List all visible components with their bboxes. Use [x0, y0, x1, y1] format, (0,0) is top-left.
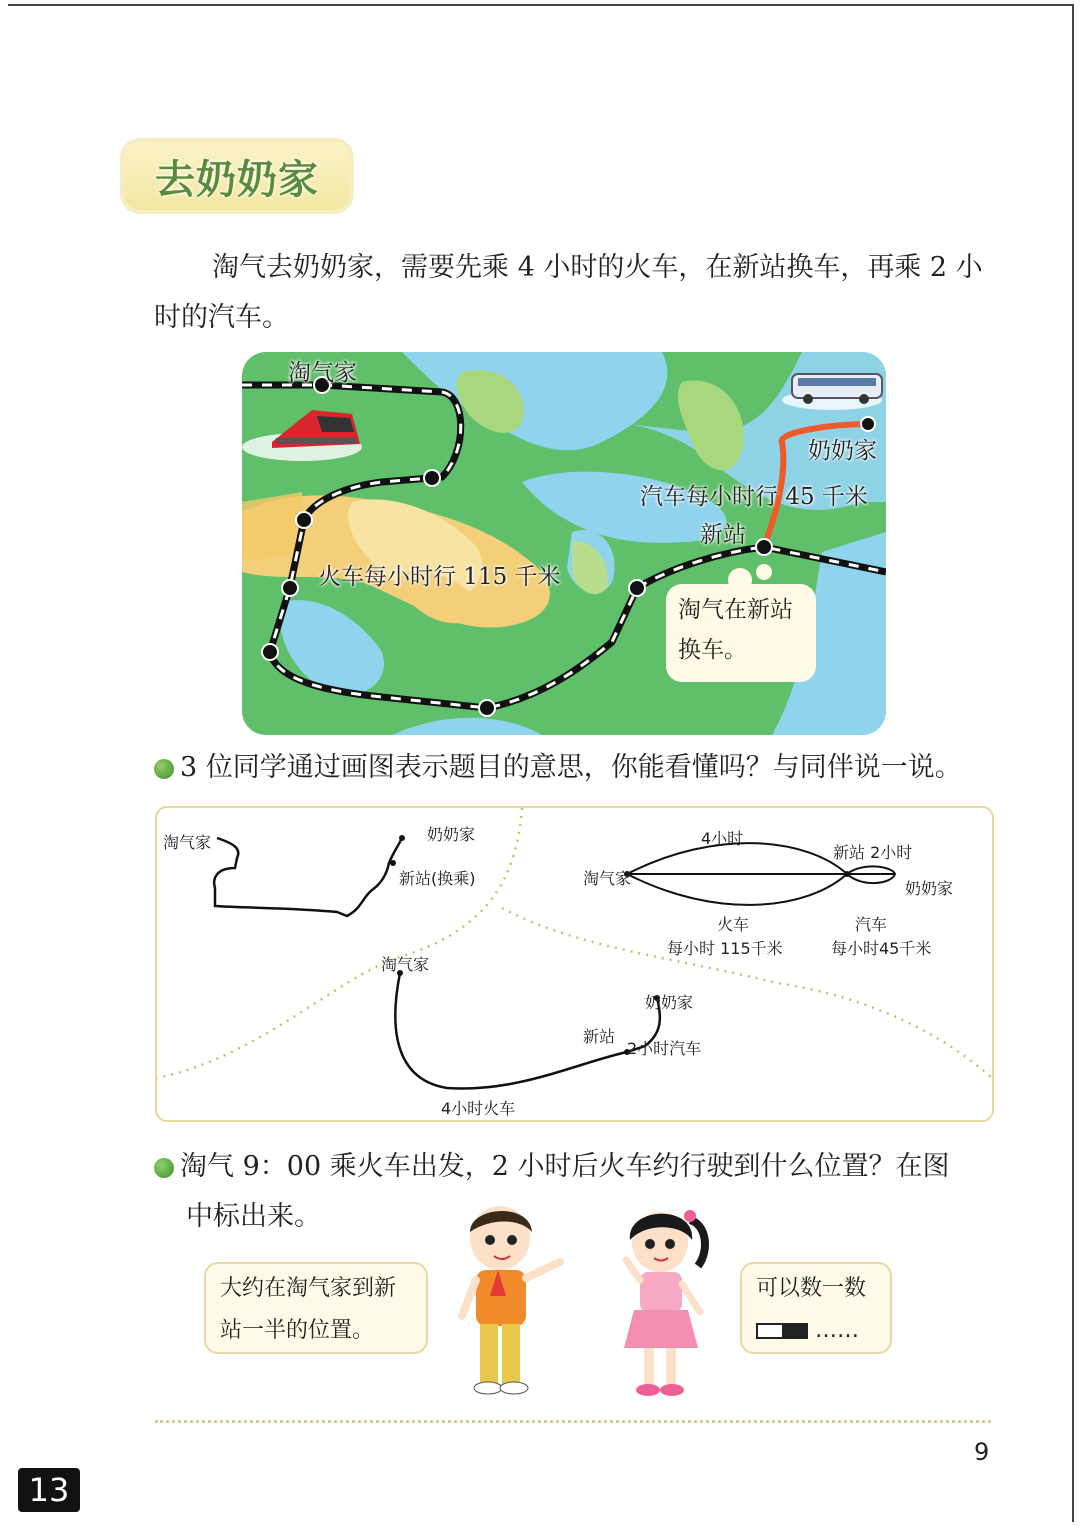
section-title: 去奶奶家 — [124, 142, 350, 210]
question-2 — [154, 1142, 1000, 1242]
student-sketches-box — [155, 806, 994, 1122]
question-1-text: 3 位同学通过画图表示题目的意思，你能看懂吗？与同伴说一说。 — [180, 752, 962, 783]
question-2-line-2: 中标出来。 — [186, 1201, 321, 1232]
bus-speed-label: 汽车每小时行 45 千米 — [640, 484, 868, 510]
corner-page-tag: 13 — [18, 1468, 80, 1512]
bus-icon — [782, 374, 882, 410]
sketch2-train-speed-label: 每小时 115千米 — [667, 939, 783, 958]
footer-divider — [155, 1420, 991, 1423]
sketch3-grandma-label: 奶奶家 — [645, 993, 694, 1012]
girl-speech-bubble — [740, 1262, 892, 1354]
segment-bar-icon — [756, 1323, 808, 1339]
boy-speech-line-2: 站一半的位置。 — [220, 1318, 375, 1343]
sketch1-station-label: 新站(换乘) — [399, 869, 476, 888]
sketch3-home-label: 淘气家 — [381, 955, 430, 974]
station-label: 新站 — [700, 522, 746, 548]
boy-speech-bubble — [204, 1262, 428, 1354]
question-2-line-1: 淘气 9：00 乘火车出发，2 小时后火车约行驶到什么位置？在图 — [180, 1151, 950, 1182]
sketch2-train-label: 火车 — [717, 915, 750, 934]
sketch3-bus-label: 2小时汽车 — [627, 1039, 702, 1058]
stop-station-marker — [756, 539, 772, 555]
green-bullet-icon — [154, 759, 174, 779]
route-map — [242, 352, 886, 735]
intro-paragraph: 淘气去奶奶家，需要先乘 4 小时的火车，在新站换车，再乘 2 小时的汽车。 — [154, 252, 983, 333]
girl-character-illustration — [606, 1200, 726, 1406]
girl-speech-line-1: 可以数一数 — [756, 1276, 867, 1301]
sketch2-home-label: 淘气家 — [583, 869, 632, 888]
home-label: 淘气家 — [288, 360, 357, 386]
sketch1-home-label: 淘气家 — [163, 833, 212, 852]
grandma-label: 奶奶家 — [808, 438, 877, 464]
sketch3-train-label: 4小时火车 — [441, 1099, 516, 1118]
page-number: 9 — [974, 1438, 990, 1466]
speech-bubble-station — [666, 584, 816, 682]
girl-speech-dots: …… — [815, 1318, 859, 1343]
sketch2-grandma-label: 奶奶家 — [905, 879, 954, 898]
question-1 — [154, 748, 962, 788]
sketch2-bus-label: 汽车 — [855, 915, 888, 934]
green-bullet-icon — [154, 1158, 174, 1178]
bubble-line-1: 淘气在新站 — [678, 597, 793, 623]
sketch2-four-hours-label: 4小时 — [701, 829, 744, 848]
sketch3-station-label: 新站 — [583, 1027, 616, 1046]
bubble-line-2: 换车。 — [678, 637, 747, 663]
sketch2-station-label: 新站 2小时 — [833, 843, 913, 862]
sketch1-grandma-label: 奶奶家 — [427, 825, 476, 844]
boy-character-illustration — [440, 1196, 570, 1406]
sketch2-bus-speed-label: 每小时45千米 — [831, 939, 932, 958]
boy-speech-line-1: 大约在淘气家到新 — [220, 1276, 397, 1301]
train-speed-label: 火车每小时行 115 千米 — [318, 564, 561, 590]
